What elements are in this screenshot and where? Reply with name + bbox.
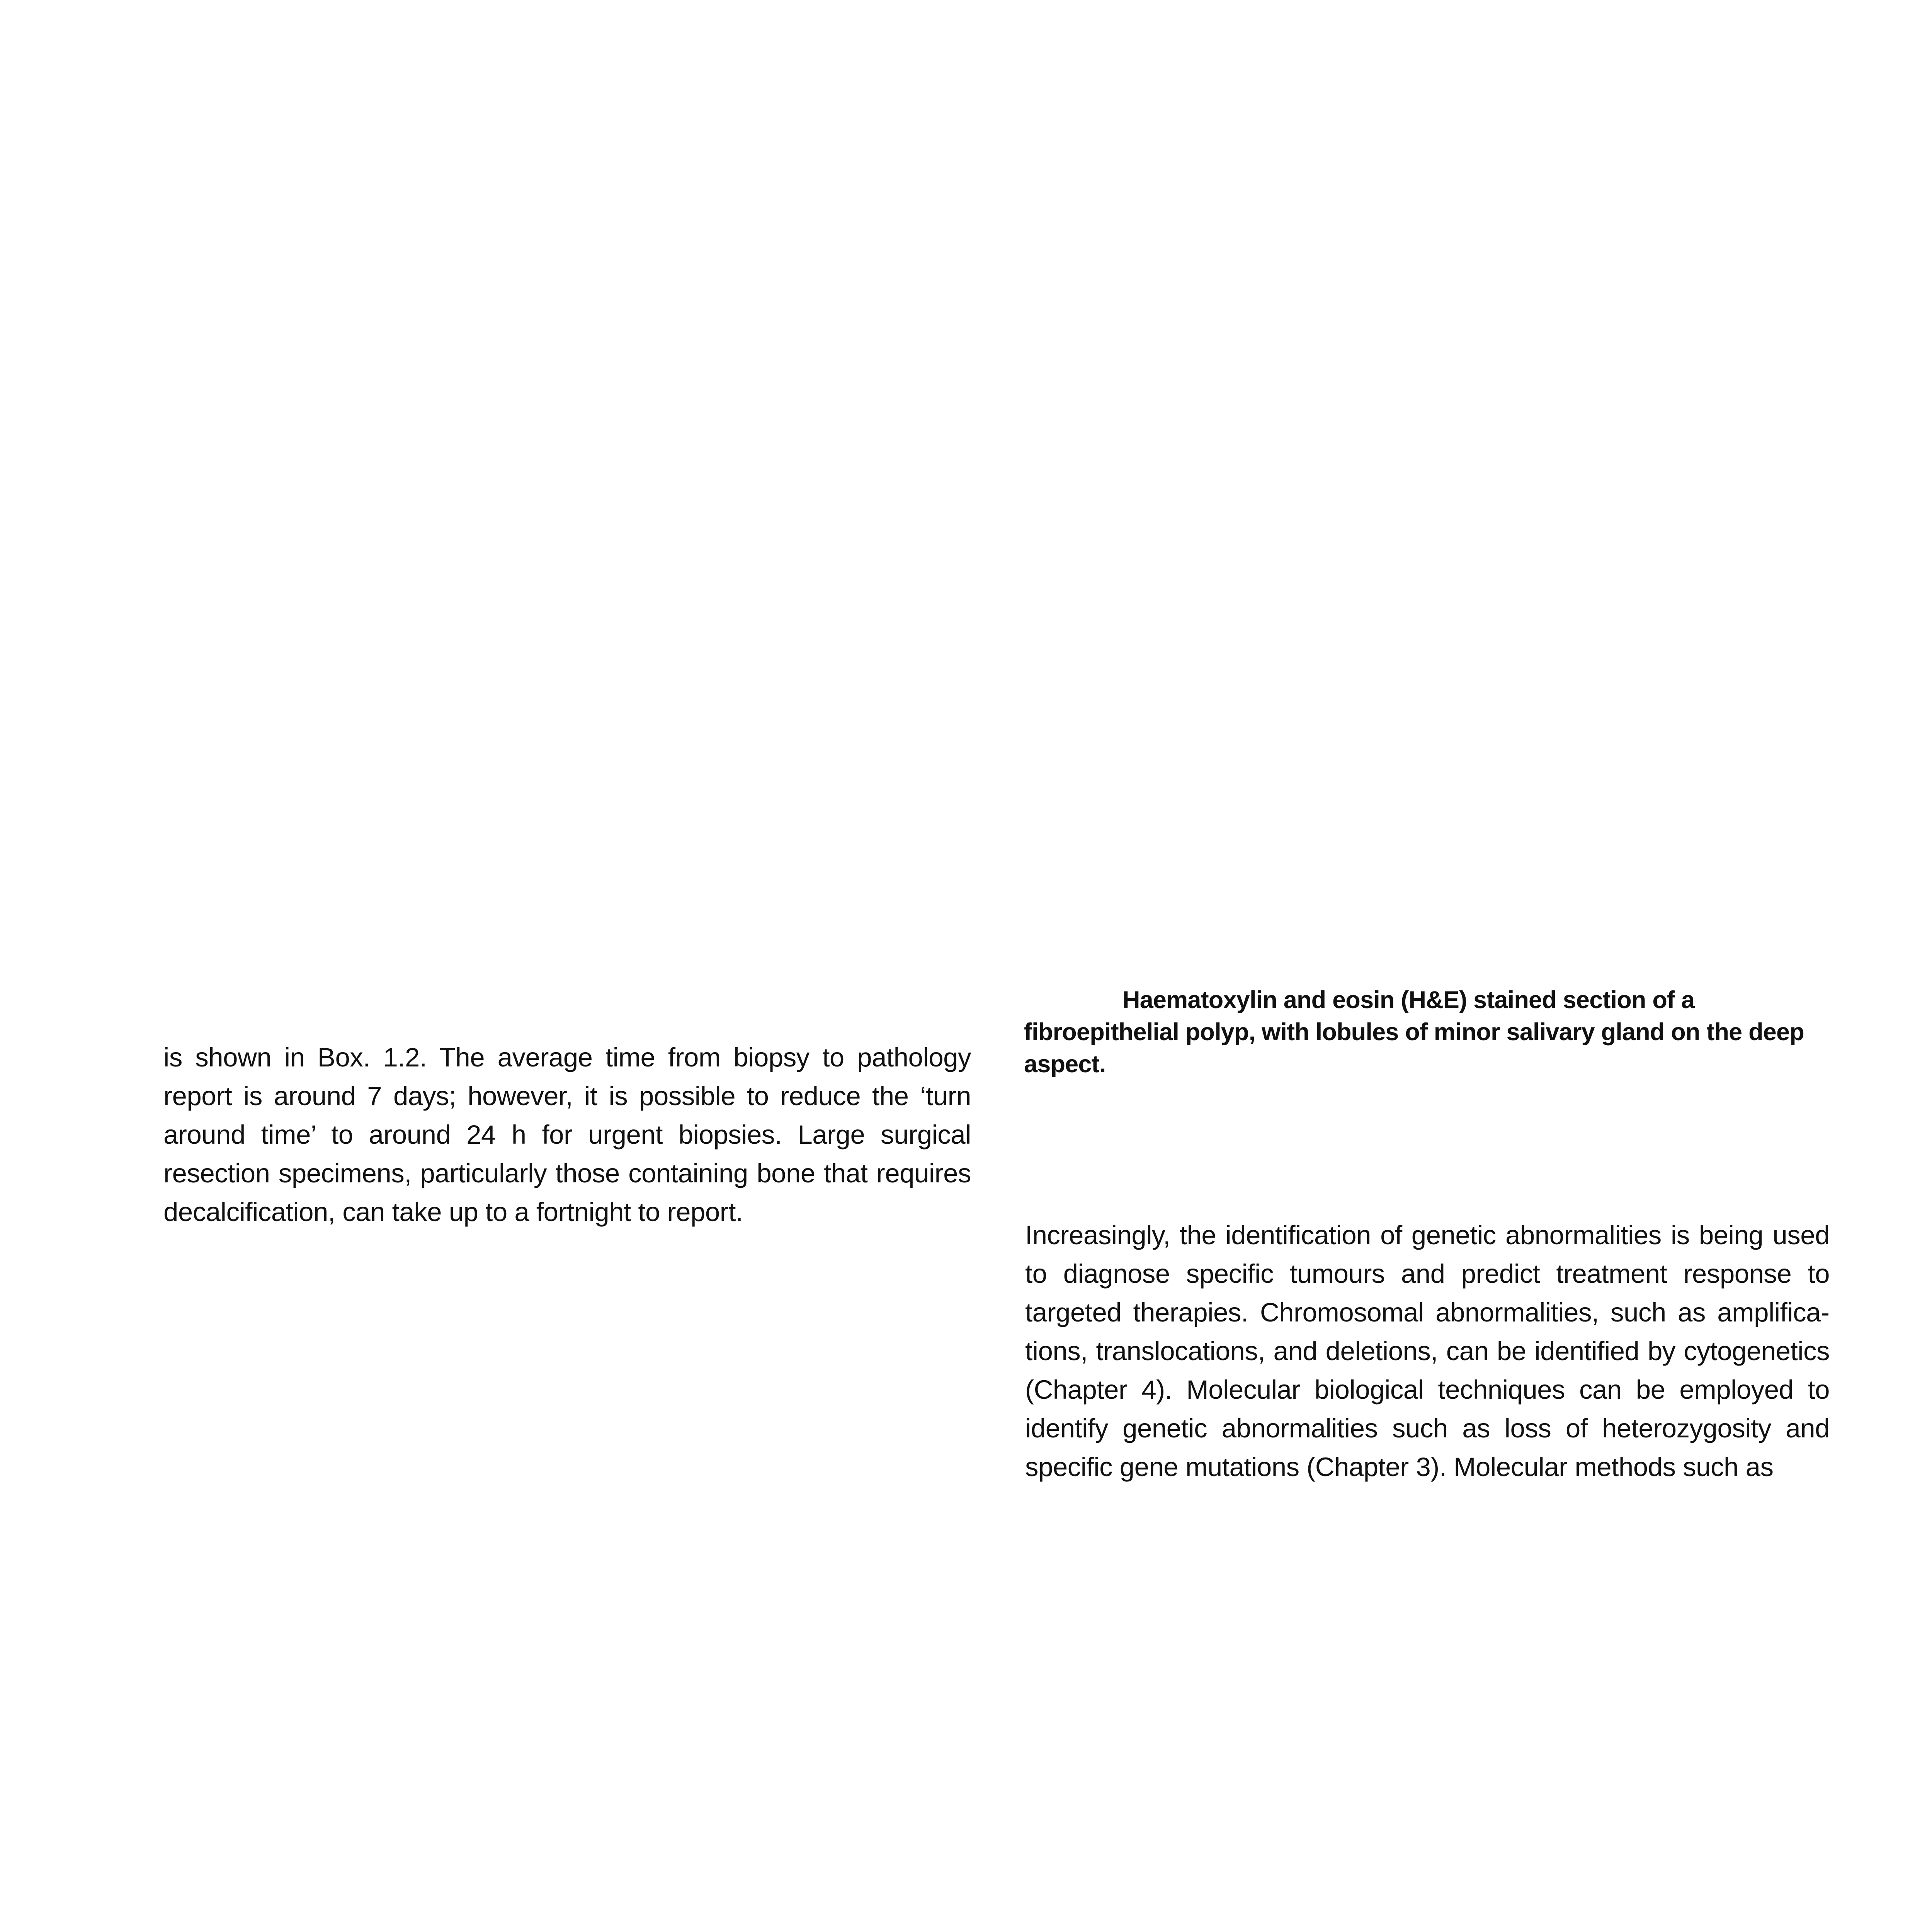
body-paragraph-right: Increasingly, the identification of genetic abnormalities is being used to diagnose specific tumours and predict treatment response to targeted therapies. Chromosomal abnormalities, such as amplifications, translocations, and deletions, can be identified by cytogenetics (Chapter 4). Molecular biological techniques can be employed to identify genetic abnormalities such as loss of heterozygosity and specific gene mutations (Chapter 3). Molecular methods such as	[1025, 1220, 1830, 1482]
body-paragraph-left: is shown in Box. 1.2. The average time from biopsy to pathology report is around 7 days; however, it is possible to reduce the ‘turn around time’ to around 24 h for urgent biopsies. Large surgical resection specimens, particularly those containing bone that requires decalcification, can take up to a fortnight to report.	[163, 1043, 971, 1227]
figure-caption-he-section: Haematoxylin and eosin (H&E) stained section of a fibroepithelial polyp, with lobules of minor salivary gland on the deep aspect.	[1024, 986, 1804, 1078]
